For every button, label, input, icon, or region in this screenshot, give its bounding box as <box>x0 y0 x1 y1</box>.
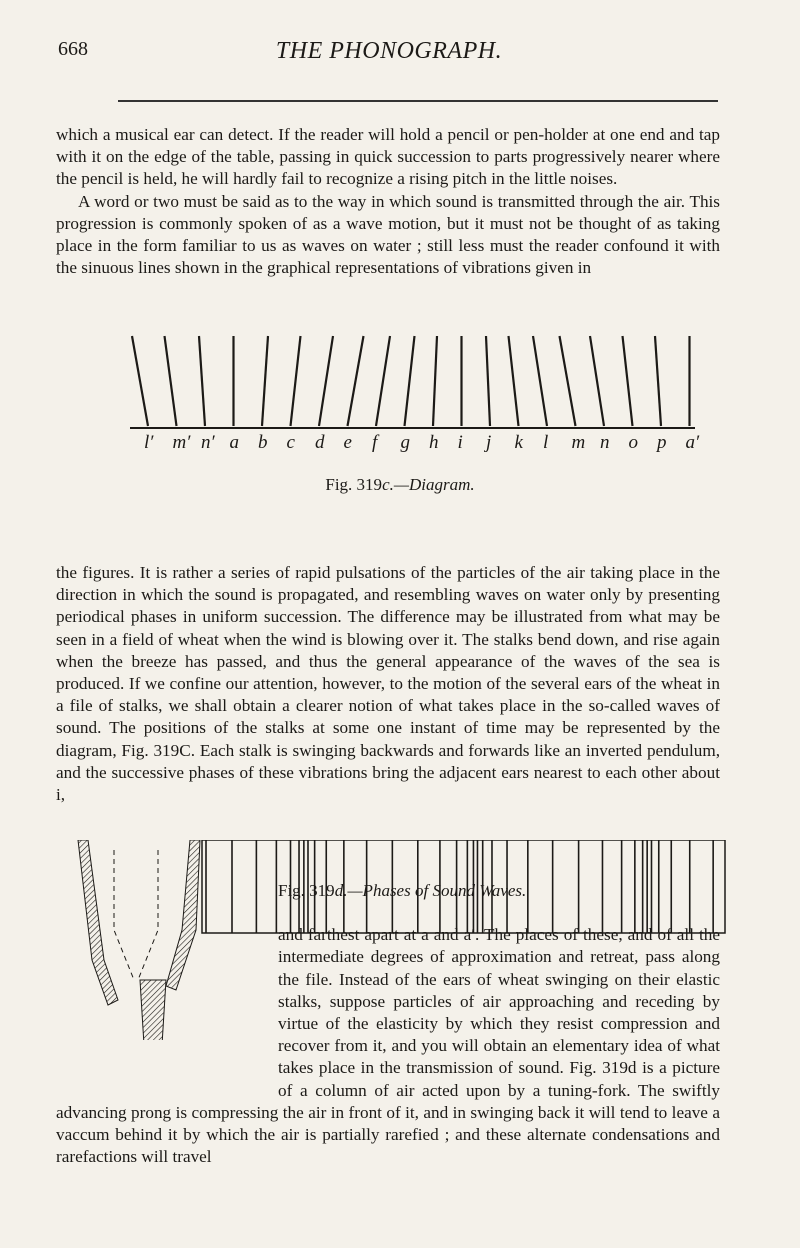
wheat-stalk <box>199 336 205 426</box>
wheat-stalk <box>376 336 390 426</box>
wheat-stalk <box>533 336 547 426</box>
stalk-letter: a <box>229 432 239 452</box>
figure-319c-caption-suffix: c.—Diagram. <box>382 475 475 494</box>
stalk-letter: j <box>486 432 492 452</box>
paragraph-4 <box>56 880 720 1168</box>
stalk-letter: l <box>543 432 549 452</box>
wheat-stalk <box>262 336 268 426</box>
wheat-stalk <box>486 336 490 426</box>
stalk-letter: m <box>571 432 586 452</box>
wheat-stalk <box>655 336 661 426</box>
stalk-letter: e <box>343 432 352 452</box>
stalk-letter: i <box>457 432 463 452</box>
figure-319d-caption-suffix: d.—Phases of Sound Waves. <box>334 881 527 900</box>
stalk-letter: n′ <box>201 432 215 452</box>
stalk-letter: m′ <box>172 432 191 452</box>
stalk-letter: f <box>372 432 378 452</box>
stalk-letter: p <box>657 432 667 452</box>
stalk-letter: g <box>400 432 410 452</box>
wheat-stalk <box>433 336 437 426</box>
wheat-stalk <box>560 336 576 426</box>
wheat-stalk <box>623 336 633 426</box>
paragraph-1-text: which a musical ear can detect. If the reader will hold a pencil or pen-holder at one end and tap with it on the edge of the table, passing in quick succession to parts progressively nearer where the pencil is held, he will hardly fail to recognize a rising pitch in the little noises. <box>56 125 720 189</box>
paragraph-1 <box>56 124 720 279</box>
stalk-letter: l′ <box>144 432 154 452</box>
stalk-letter: d <box>315 432 325 452</box>
figure-319c-diagram <box>120 332 700 452</box>
wheat-stalk <box>590 336 604 426</box>
page-header <box>58 38 720 78</box>
wheat-stalk <box>291 336 301 426</box>
stalk-letter: h <box>429 432 439 452</box>
paragraph-3-text: the figures. It is rather a series of rapid pulsations of the particles of the air taking place in the direction in which the sound is propagated, and resembling waves on water only by presenting periodical phases in uniform succession. The difference may be illustrated from what may be seen in a field of wheat when the wind is blowing over it. The stalks bend down, and rise again when the breeze has passed, and thus the general appearance of the waves of the sea is produced. If we confine our attention, however, to the motion of the several ears of the wheat in a file of stalks, we shall obtain a clearer notion of what takes place in the so-called waves of sound. The positions of the stalks at some one instant of time may be represented by the diagram, Fig. 319C. Each stalk is swinging backwards and forwards like an inverted pendulum, and the successive phases of these vibrations bring the adjacent ears nearest to each other about i, <box>56 563 720 805</box>
running-title: THE PHONOGRAPH. <box>275 38 503 64</box>
stalk-letter: o <box>628 432 638 452</box>
wheat-stalk <box>132 336 148 426</box>
stalk-letter: a′ <box>685 432 700 452</box>
stalk-letter: c <box>286 432 295 452</box>
stalk-letter: k <box>514 432 523 452</box>
paragraph-3 <box>56 562 720 806</box>
header-rule <box>118 100 718 102</box>
wheat-stalk <box>405 336 415 426</box>
stalk-letter: b <box>258 432 268 452</box>
figure-319c-caption <box>0 475 800 495</box>
paragraph-2-text: A word or two must be said as to the way in which sound is transmitted through the air. This progression is commonly spoken of as a wave motion, but it must not be thought of as taking place in the form familiar to us as waves on water ; still less must the reader confound it with the sinuous lines shown in the graphical representations of vibrations given in <box>56 191 720 278</box>
wheat-stalk <box>319 336 333 426</box>
figure-319c-caption-prefix: Fig. 319 <box>325 475 383 494</box>
wheat-stalk <box>348 336 364 426</box>
wheat-stalk <box>509 336 519 426</box>
paragraph-4-text: and farthest apart at a and a′. The places of these, and of all the intermediate degrees of approximation and retreat, pass along the file. Instead of the ears of wheat swinging on their elastic stalks, suppose particles of air approaching and receding by virtue of the elasticity by which they resist compression and recover from it, and you will obtain an elementary idea of what takes place in the transmission of sound. Fig. 319d is a picture of a column of air acted upon by a tuning-fork. The swiftly advancing prong is compressing the air in front of it, and in swinging back it will tend to leave a vaccum behind it by which the air is partially rarefied ; and these alternate condensations and rarefactions will travel <box>56 925 720 1167</box>
wheat-stalk <box>165 336 177 426</box>
stalk-letter: n <box>600 432 610 452</box>
page-number: 668 <box>58 38 88 60</box>
figure-319d-caption-prefix: Fig. 319 <box>278 881 335 900</box>
